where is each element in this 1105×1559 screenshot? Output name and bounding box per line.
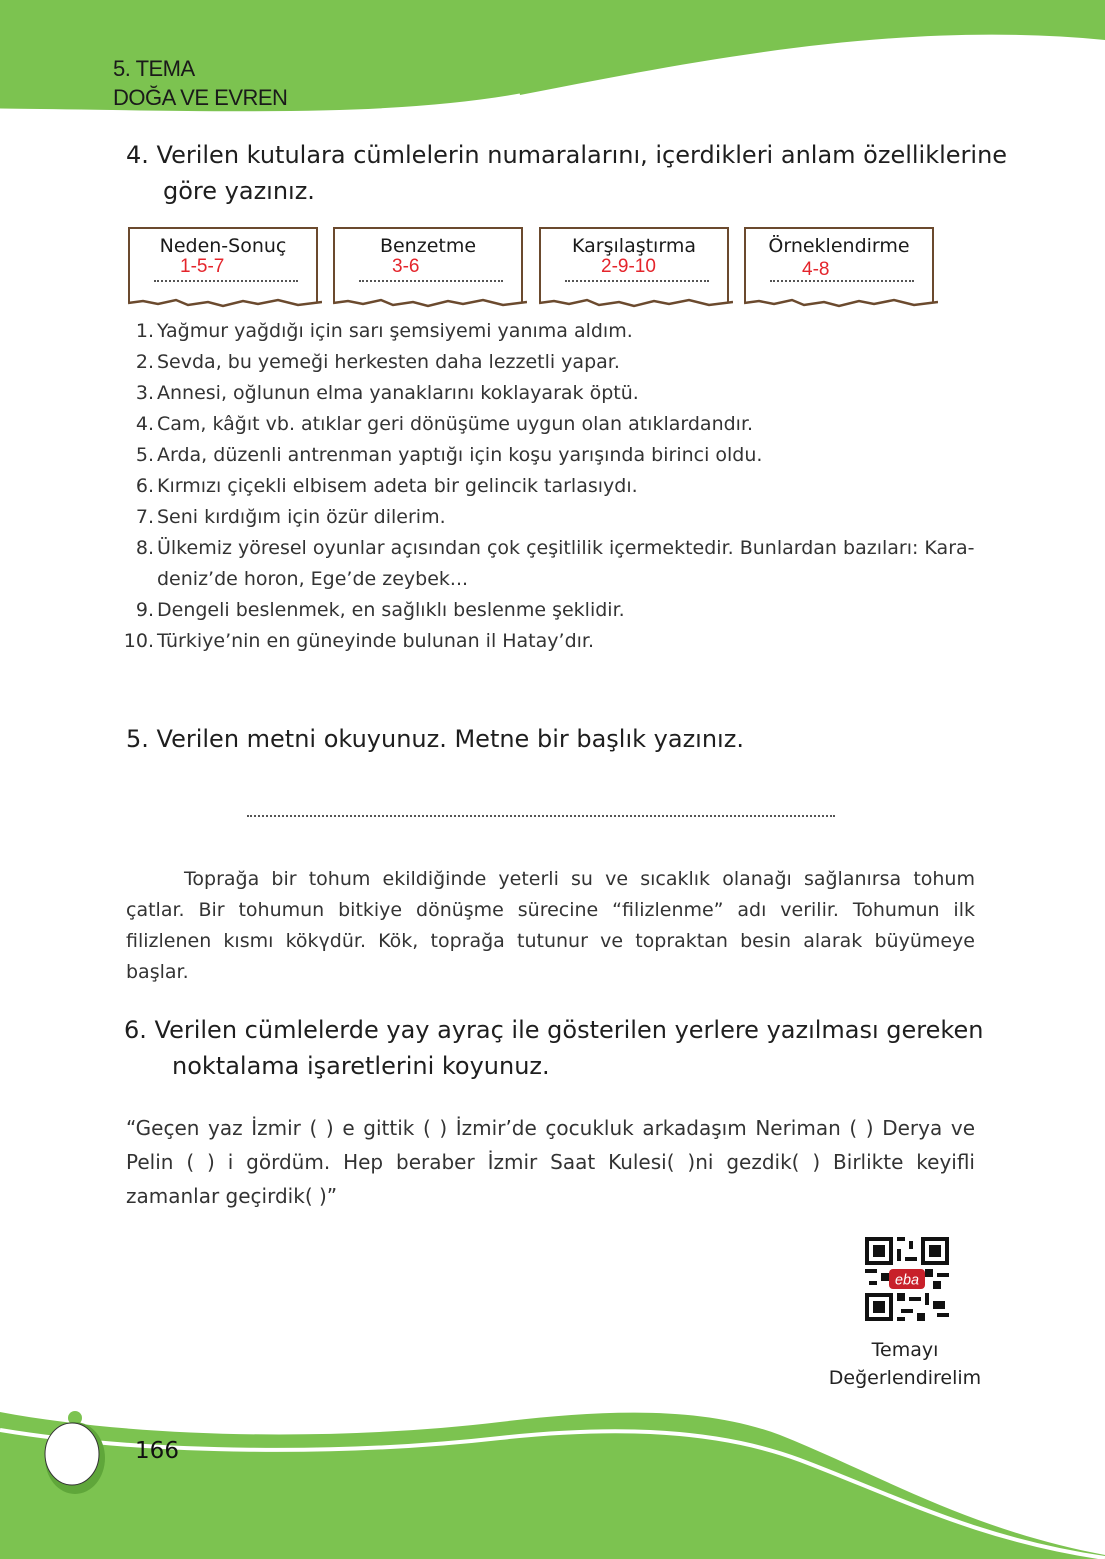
torn-edge — [539, 297, 733, 309]
sentence-item: 6. Kırmızı çiçekli elbisem adeta bir gelincik tarlasıydı. — [135, 475, 638, 497]
torn-edge — [333, 297, 527, 309]
q6-title-line1: 6. Verilen cümlelerde yay ayraç ile gösterilen yerlere yazılması gereken — [124, 1016, 984, 1044]
q5-title: 5. Verilen metni okuyunuz. Metne bir başlık yazınız. — [126, 725, 744, 753]
theme-number: 5. TEMA — [113, 56, 195, 81]
box-label: Örneklendirme — [768, 235, 910, 257]
box-label: Neden-Sonuç — [159, 235, 287, 257]
sentence-item: 8. Ülkemiz yöresel oyunlar açısından çok çeşitlilik içermektedir. Bunlardan bazıları: Kara- — [135, 537, 975, 559]
sentence-item: 10. Türkiye’nin en güneyinde bulunan il Hatay’dır. — [123, 630, 595, 652]
box-label: Benzetme — [379, 235, 477, 257]
footer-wave — [0, 1380, 1105, 1559]
answer-dotted-line — [770, 280, 914, 282]
qr-code[interactable] — [865, 1237, 949, 1321]
q4-title-line1: 4. Verilen kutulara cümlelerin numaralarını, içerdikleri anlam özelliklerine — [126, 141, 1008, 169]
q6-passage: “Geçen yaz İzmir ( ) e gittik ( ) İzmir’de çocukluk arkadaşım Neriman ( ) Derya ve Pelin ( ) i gördüm. Hep beraber İzmir Saat Kulesi( )ni gezdik( ) Birlikte keyifli zamanlar geçirdik( )” — [126, 1116, 975, 1208]
box-answer: 2-9-10 — [601, 256, 656, 277]
sentence-item: 1. Yağmur yağdığı için sarı şemsiyemi yanıma aldım. — [135, 320, 633, 342]
sentence-item: 4. Cam, kâğıt vb. atıklar geri dönüşüme uygun olan atıklardandır. — [135, 413, 754, 435]
box-label: Karşılaştırma — [572, 235, 696, 257]
answer-box-simile[interactable] — [333, 227, 523, 303]
answer-dotted-line — [359, 280, 503, 282]
q6-title-line2: noktalama işaretlerini koyunuz. — [172, 1052, 550, 1080]
answer-dotted-line — [154, 280, 298, 282]
sentence-item: 5. Arda, düzenli antrenman yaptığı için koşu yarışında birinci oldu. — [135, 444, 763, 466]
answer-box-cause-effect[interactable] — [128, 227, 318, 303]
box-answer: 3-6 — [392, 256, 420, 277]
theme-name: DOĞA VE EVREN — [113, 85, 288, 110]
sentence-item: 3. Annesi, oğlunun elma yanaklarını koklayarak öptü. — [135, 382, 639, 404]
answer-dotted-line — [565, 280, 709, 282]
q4-title-line2: göre yazınız. — [163, 177, 315, 205]
page-number: 166 — [135, 1438, 179, 1464]
box-answer: 4-8 — [802, 259, 830, 280]
answer-box-comparison[interactable] — [539, 227, 729, 303]
title-answer-line[interactable] — [247, 815, 835, 817]
q5-passage: Toprağa bir tohum ekildiğinde yeterli su ve sıcaklık olanağı sağlanırsa tohum çatlar. Bir tohumun bitkiye dönüşme sürecine “filizlenme” adı verilir. Tohumun ilk filizlenen kısmı kökүdür. Kök, toprağa tutunur ve topraktan besin alarak büyümeye başlar. — [126, 868, 975, 983]
box-answer: 1-5-7 — [180, 256, 225, 277]
torn-edge — [128, 297, 322, 309]
torn-edge — [744, 297, 938, 309]
answer-box-exemplification[interactable] — [744, 227, 934, 303]
sentence-item: 2. Sevda, bu yemeği herkesten daha lezzetli yapar. — [135, 351, 620, 373]
qr-caption: Temayı Değerlendirelim — [828, 1339, 982, 1389]
svg-text:eba: eba — [894, 1272, 920, 1289]
sentence-item: 7. Seni kırdığım için özür dilerim. — [135, 506, 446, 528]
sentence-item-continued: deniz’de horon, Ege’de zeybek... — [157, 568, 469, 590]
sentence-item: 9. Dengeli beslenmek, en sağlıklı beslenme şeklidir. — [135, 599, 625, 621]
